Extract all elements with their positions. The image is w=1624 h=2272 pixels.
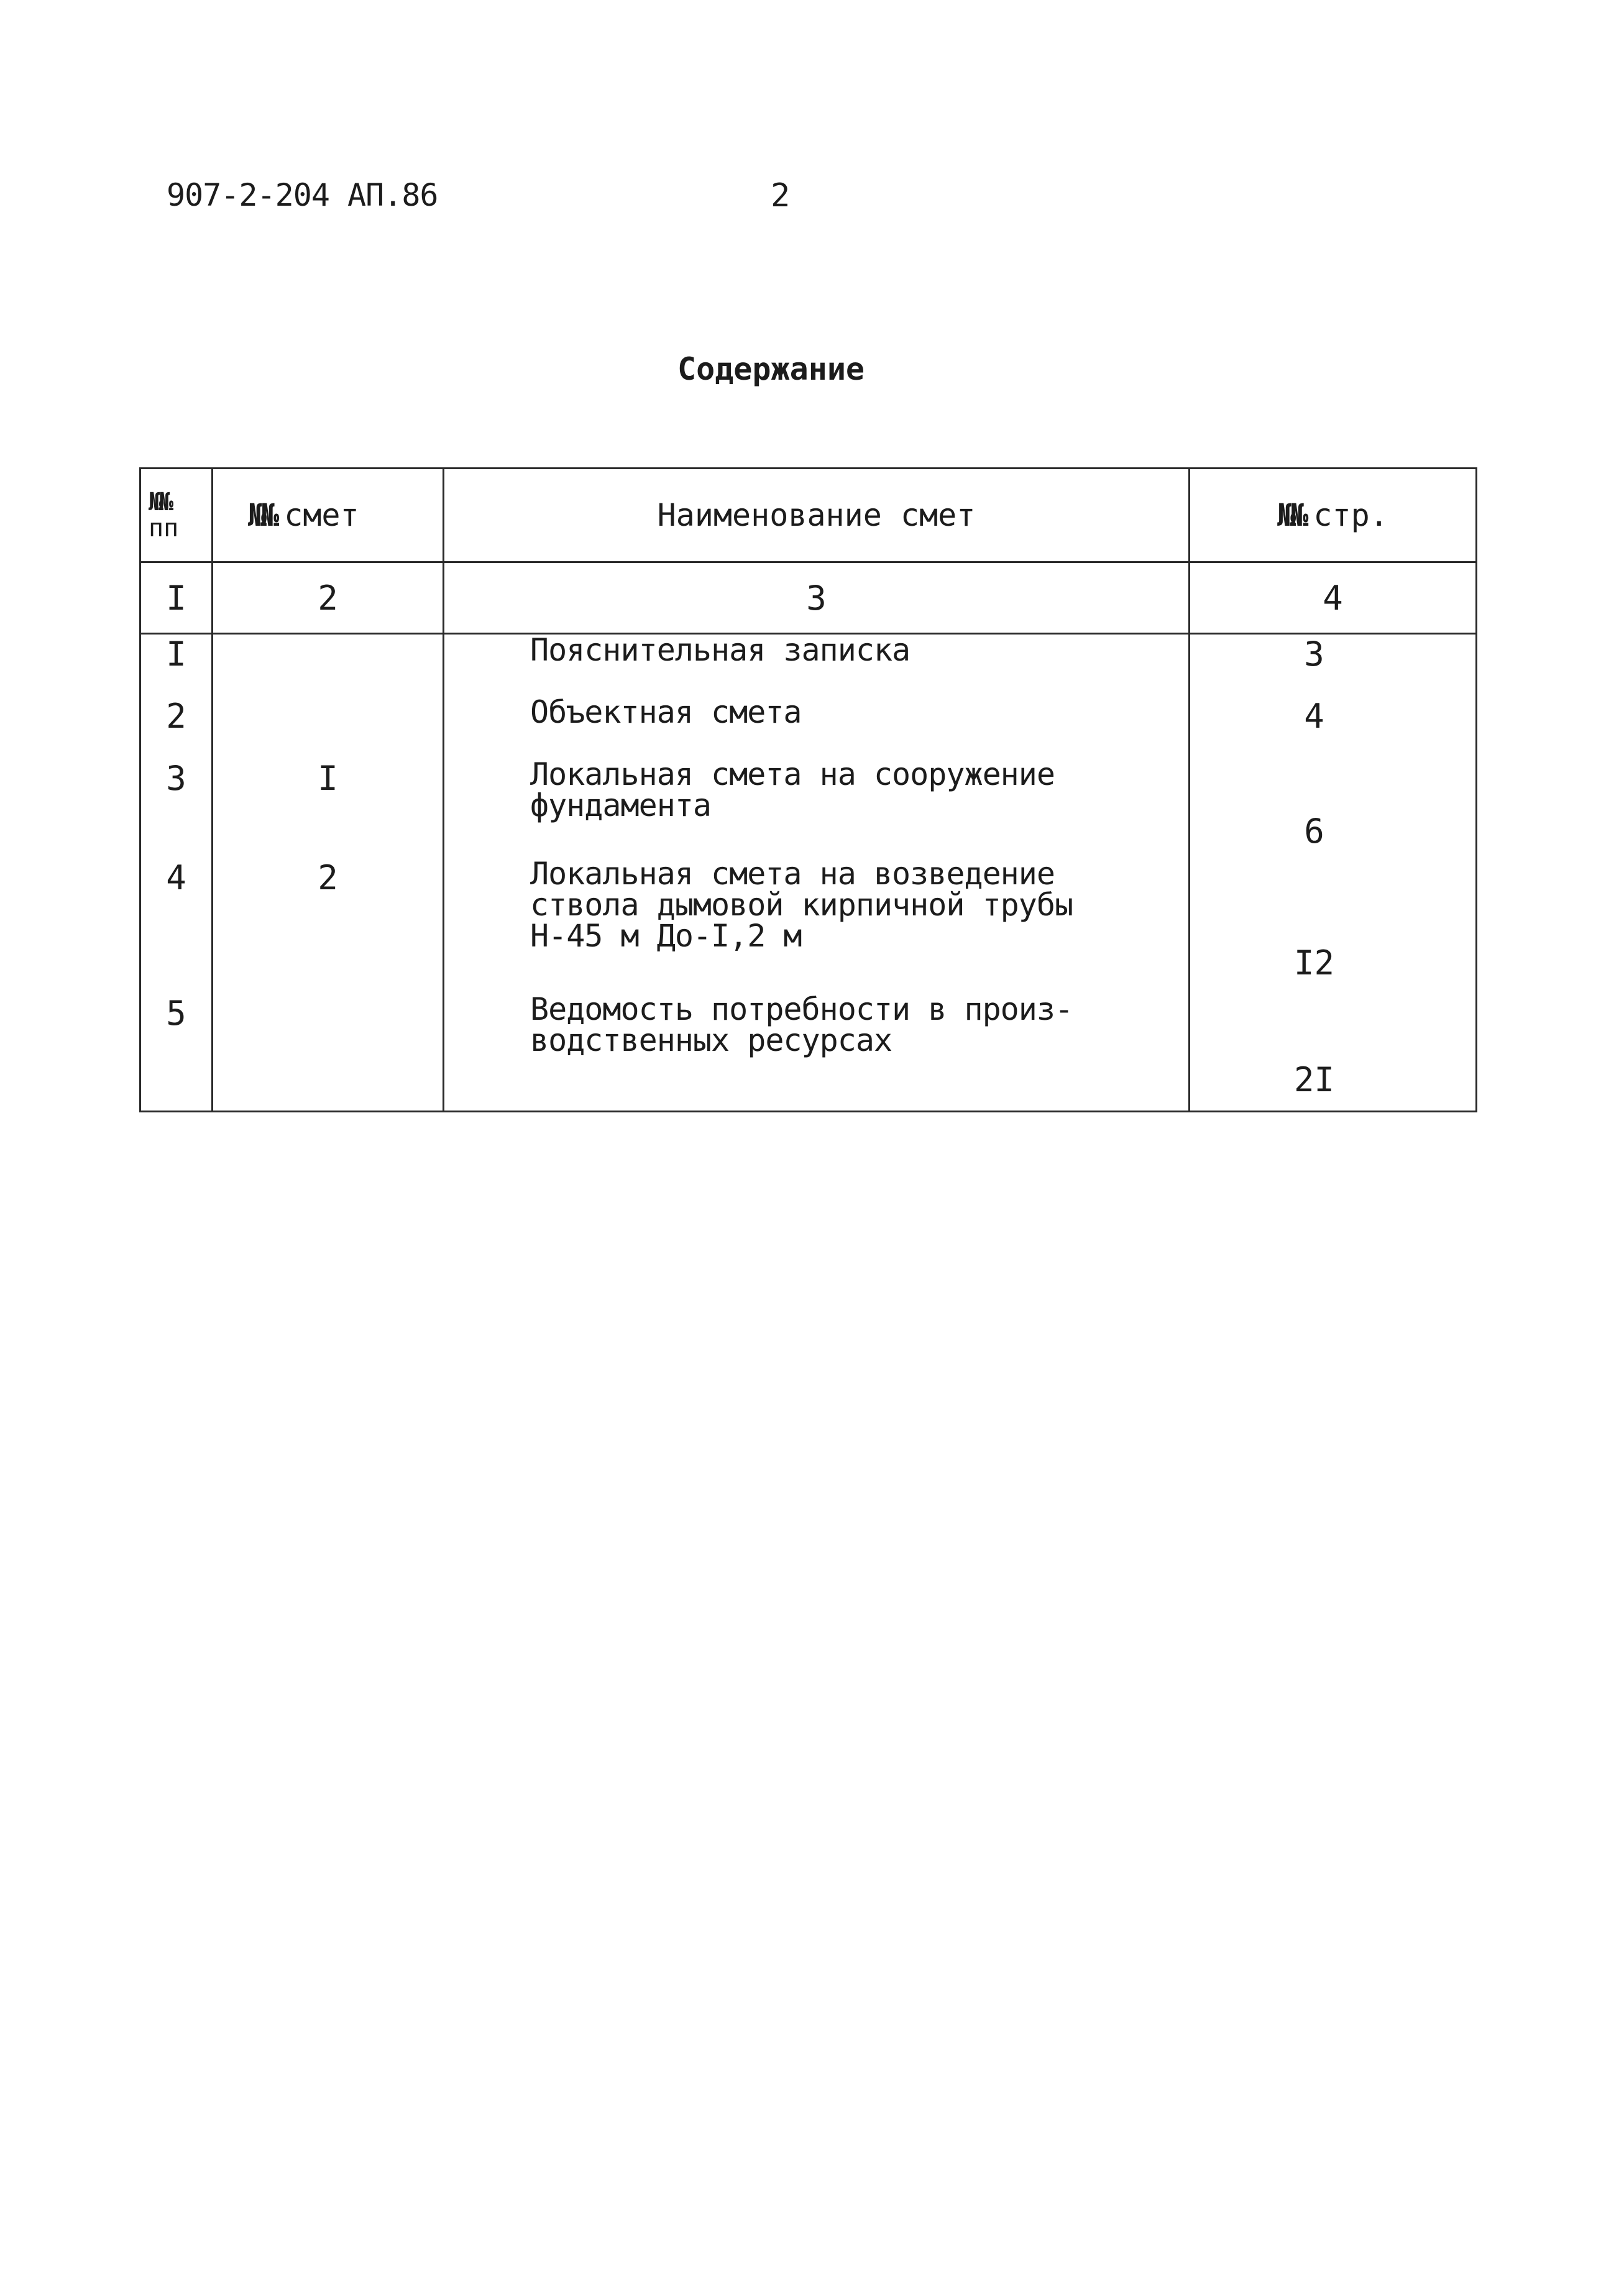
- row-name-line: Н-45 м До-I,2 м: [530, 918, 802, 954]
- column-number: 3: [444, 562, 1190, 634]
- table-header-row: [140, 469, 1477, 562]
- row-pp: I: [140, 634, 213, 697]
- row-smeta: [213, 634, 444, 697]
- row-page: 6: [1190, 759, 1477, 858]
- row-name: [444, 991, 1190, 1112]
- table-row: [140, 697, 1477, 759]
- row-name-line: Пояснительная записка: [530, 632, 911, 668]
- row-smeta: I: [213, 759, 444, 858]
- row-smeta: [213, 697, 444, 759]
- header-smeta-label: смет: [284, 497, 359, 533]
- row-name-line: водственных ресурсах: [530, 1022, 892, 1058]
- row-name-line: Локальная смета на сооружение: [530, 756, 1055, 792]
- row-pp: 3: [140, 759, 213, 858]
- row-pp: 5: [140, 994, 213, 1112]
- header-smeta-marks: №№: [248, 497, 273, 533]
- row-name-line: фундамента: [530, 787, 712, 823]
- header-pp-label: пп: [149, 514, 179, 543]
- row-name: [444, 858, 1190, 994]
- row-name: [444, 634, 1190, 697]
- header-page: [1190, 469, 1477, 562]
- row-smeta: 2: [213, 858, 444, 994]
- column-number: I: [140, 562, 213, 634]
- row-name: [444, 694, 1190, 759]
- row-page: 3: [1190, 634, 1477, 697]
- column-numbers-row: [140, 562, 1477, 634]
- row-name-line: Объектная смета: [530, 694, 802, 730]
- column-number: 2: [213, 562, 444, 634]
- row-name-line: Локальная смета на возведение: [530, 856, 1055, 892]
- row-name: [444, 756, 1190, 858]
- row-name-line: ствола дымовой кирпичной трубы: [530, 887, 1073, 923]
- row-smeta: [213, 994, 444, 1112]
- document-code: 907-2-204 АП.86: [167, 177, 438, 213]
- header-page-label: стр.: [1313, 497, 1388, 533]
- contents-table: [139, 467, 1477, 1112]
- table-row: [140, 858, 1477, 994]
- row-page: 2I: [1190, 994, 1477, 1112]
- table-row: [140, 634, 1477, 697]
- table-row: [140, 994, 1477, 1112]
- header-name: Наименование смет: [444, 469, 1190, 562]
- header-pp: [140, 469, 213, 562]
- header-pp-marks: №№: [149, 488, 169, 516]
- table-row: [140, 759, 1477, 858]
- row-pp: 4: [140, 858, 213, 994]
- row-pp: 2: [140, 697, 213, 759]
- row-page: I2: [1190, 858, 1477, 994]
- header-page-marks: №№: [1277, 497, 1303, 533]
- page-number: 2: [771, 177, 791, 214]
- header-smeta: [213, 469, 444, 562]
- row-page: 4: [1190, 697, 1477, 759]
- column-number: 4: [1190, 562, 1477, 634]
- page-title: Содержание: [677, 351, 865, 387]
- row-name-line: Ведомость потребности в произ-: [530, 991, 1073, 1027]
